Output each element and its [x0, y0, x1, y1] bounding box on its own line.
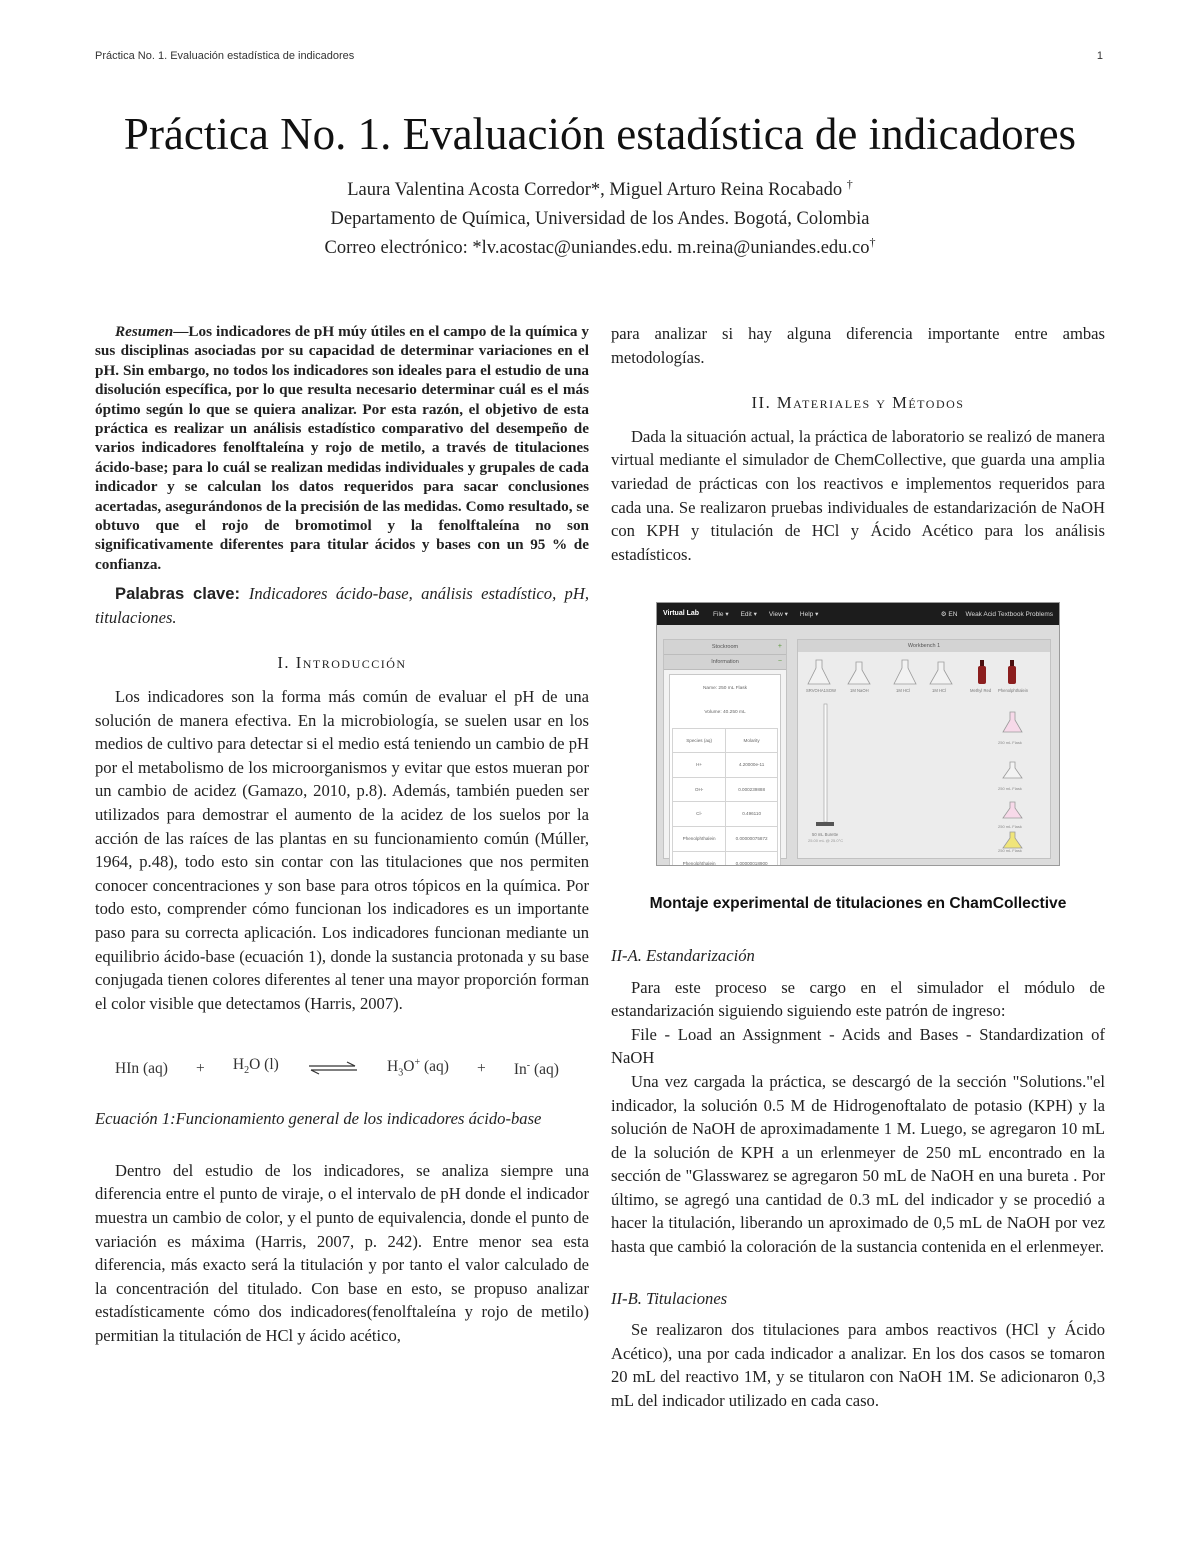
subsection-heading-estandarizacion: II-A. Estandarización	[611, 945, 755, 965]
flask-label: 250 mL Flask	[998, 848, 1022, 854]
equation-caption: Ecuación 1:Funcionamiento general de los indicadores ácido-base	[95, 1109, 542, 1129]
figure-1	[611, 602, 1105, 916]
sim-topbar	[657, 603, 1059, 625]
left-column	[95, 322, 589, 1348]
sim-workbench-drawing	[798, 652, 1050, 858]
methods-paragraph-1: Dada la situación actual, la práctica de laboratorio se realizó de manera virtual mediante el simulador de ChemCollective, que guarda una amplia variedad de prácticas con los reactivos e implementos requeridos para cada una. Se realizaron pruebas individuales de estandarización de NaOH con KPH y titulación de HCl y Ácido Acético para los análisis estadísticos.	[611, 426, 1105, 564]
author-mark: †	[846, 176, 853, 191]
subsection-heading-titulaciones: II-B. Titulaciones	[611, 1288, 728, 1308]
keywords: Palabras clave: Indicadores ácido-base, análisis estadístico, pH, titulaciones.	[95, 584, 589, 627]
running-title: Práctica No. 1. Evaluación estadística de indicadores	[95, 50, 355, 62]
sim-tab-information: Information −	[664, 655, 786, 670]
equilibrium-arrow-icon	[307, 1061, 359, 1075]
sim-workbench	[797, 639, 1051, 859]
authors-block	[0, 176, 1200, 263]
page-number: 1	[1096, 50, 1103, 62]
section-heading-materiales: II. Materiales y Métodos	[751, 393, 965, 413]
flask-label: 250 mL Flask	[998, 740, 1022, 746]
flask-label: 1M HCl	[896, 688, 910, 694]
equation-1	[115, 1051, 559, 1085]
table-row: Phenolphthalein 0.00000018900	[673, 851, 778, 866]
sim-tab-workbench: Workbench 1	[798, 640, 1050, 652]
email-line	[0, 234, 1200, 263]
figure-caption: Montaje experimental de titulaciones en ChamCollective	[649, 895, 1067, 913]
paper-title: Práctica No. 1. Evaluación estadística de indicadores	[123, 109, 1077, 159]
flask-label: Phenolphthalein	[998, 688, 1029, 694]
email-mark: †	[869, 234, 876, 249]
flask-label: 1M HCl	[932, 688, 946, 694]
sim-species-table	[672, 728, 778, 867]
abstract	[95, 322, 589, 574]
table-row: H+ 4.20000e-11	[673, 753, 778, 778]
sim-menu-help: Help ▾	[799, 610, 819, 618]
author-names	[0, 176, 1200, 205]
keywords-text: Indicadores ácido-base, análisis estadístico, pH, titulaciones.	[95, 584, 589, 627]
flask-label: SRVOHA1SOW	[806, 688, 836, 694]
eq-term-in: In- (aq)	[513, 1060, 559, 1079]
flask-label: Methyl Red	[970, 688, 992, 694]
sim-tab-stockroom: Stockroom +	[664, 640, 786, 655]
abstract-lead: Resumen	[115, 323, 174, 340]
sim-menu-file: File ▾	[713, 610, 729, 618]
flask-icon	[808, 660, 952, 684]
standardization-path: File - Load an Assignment - Acids and Bases - Standardization of NaOH	[611, 1024, 1105, 1068]
indicator-bottle-icon	[978, 660, 1016, 684]
sim-menu-view: View ▾	[768, 610, 788, 618]
sim-sidebar	[663, 639, 787, 866]
section-heading-introduccion: I. Introducción	[277, 653, 407, 673]
sim-logo: Virtual Lab	[663, 610, 700, 618]
sim-info-volume: Volume: 40.250 mL	[704, 709, 746, 715]
table-row: Cl- 0.496110	[673, 802, 778, 827]
titrations-paragraph-1: Se realizaron dos titulaciones para ambos reactivos (HCl y Ácido Acético), una por cada indicador a analizar. En los dos casos se tomaron 20 mL del reactivo 1M, y se titularon con NaOH 1M. Se adicionaron 0,3 mL del indicador utilizado en cada caso.	[611, 1320, 1105, 1411]
table-row: OH- 0.000239888	[673, 777, 778, 802]
eq-term-water: $H_2O$ (l)	[232, 1056, 279, 1077]
simulator-screenshot	[656, 602, 1060, 866]
intro-paragraph-continued: para analizar si hay alguna diferencia importante entre ambas metodologías.	[611, 324, 1105, 367]
running-header	[95, 50, 1103, 62]
abstract-text: —Los indicadores de pH múy útiles en el campo de la química y sus disciplinas asociadas por su capacidad de determinar variaciones en el pH. Sin embargo, no todos los indicadores son ideales para el estudio de una disolución específica, por lo que resulta necesario determinar cuál es el más óptimo según lo que se quiera analizar. Por esta razón, el objetivo de esta práctica es realizar un análisis estadístico comparativo del desempeño de varios indicadores fenolftaleína y rojo de metilo, a través de titulaciones ácido-base; para lo cuál se realizan medidas individuales y grupales de cada indicador y se calculan los datos requeridos para sacar conclusiones acertadas, asegurándonos de la precisión de las medidas. Como resultado, se obtuvo que el rojo de bromotimol y la fenolftaleína no son significativamente diferentes para titular ácidos y bases con un 95 % de confianza.	[95, 323, 589, 573]
eq-term-hin: HIn (aq)	[115, 1059, 168, 1077]
flask-label: 250 mL Flask	[998, 824, 1022, 830]
right-column	[611, 322, 1105, 1413]
intro-paragraph-2: Dentro del estudio de los indicadores, se analiza siempre una diferencia entre el punto de viraje, o el intervalo de pH donde el indicador muestra un cambio de color, y el punto de equivalencia, donde el punto de variación es máxima (Harris, 2007, p. 242). Entre menor sea esta diferencia, más exacto será la titulación y por tanto el valor calculado de la concentración del titulado. Con base en esto, se propuso analizar estadísticamente cómo dos indicadores(fenolftaleína y rojo de metilo) permitian la titulación de HCl y ácido acético,	[95, 1160, 589, 1345]
flask-label: 1M NaOH	[850, 688, 869, 694]
standardization-paragraph-1: Para este proceso se cargo en el simulador el módulo de estandarización siguiendo siguiendo este patrón de ingreso:	[611, 977, 1105, 1021]
eq-term-hydronium: $H_3O^+$ (aq)	[387, 1057, 449, 1079]
affiliation: Departamento de Química, Universidad de los Andes. Bogotá, Colombia	[330, 209, 870, 229]
keywords-label: Palabras clave	[115, 584, 235, 604]
table-row: Phenolphthalein 0.00000075872	[673, 826, 778, 851]
eq-plus-2: +	[477, 1059, 486, 1077]
intro-paragraph-1: Los indicadores son la forma más común de evaluar el pH de una solución de manera efectiva. En la microbiología, se suelen usar en los medios de cultivo para detectar si el medio está teniendo un cambio de pH por el metabolismo de los microorganismos y evitar que estos mueran por un cambio de acidez (Gamazo, 2010, p.8). Además, también pueden ser utilizados para demostrar el aumento de la acidez de los suelos por la acción de las raíces de las plantas en su funcionamiento común (Múller, 1964, p.48), todo esto sin contar con las titulaciones que nos permiten conocer concentraciones y son base para otros tópicos en la química. Por todo esto, comprender cómo funcionan los indicadores es un importante paso para su correcta aplicación. Los indicadores funcionan mediante un equilibrio ácido-base (ecuación 1), donde la sustancia protonada y su base conjugada tienen colores diferentes al tener una mayor proporción forman el color visible que detectamos (Harris, 2007).	[95, 687, 589, 1013]
sim-problem-title: Weak Acid Textbook Problems	[965, 610, 1053, 618]
eq-plus-1: +	[196, 1059, 205, 1077]
sim-info-box	[669, 674, 781, 866]
table-header: Species (aq) Molarity	[673, 728, 778, 753]
minus-icon: −	[777, 658, 782, 666]
burette-icon	[816, 704, 834, 826]
email-text: Correo electrónico: *lv.acostac@uniandes.edu. m.reina@uniandes.edu.co	[324, 238, 870, 258]
flask-label: 250 mL Flask	[998, 786, 1022, 792]
plus-icon: +	[777, 643, 782, 651]
burette-label: 50 mL Burette	[812, 832, 839, 838]
standardization-paragraph-2: Una vez cargada la práctica, se descargó de la sección "Solutions."el indicador, la solución 0.5 M de Hidrogenoftalato de potasio (KPH) y la solución de NaOH de aproximadamente 1 M. Luego, se agregaron 10 mL de la solución de KPH a un erlenmeyer de 250 mL encontrado en la sección de "Glasswarez se agregaron 50 mL de NaOH en una bureta . Por último, se agregó una cantidad de 0.3 mL del indicador y se procedió a hacer la titulación, liberando un aproximado de 0,5 mL de NaOH por vez hasta que cambió la coloración de la sustancia contenida en el erlenmeyer.	[611, 1071, 1105, 1257]
burette-value: 25.00 mL @ 25.0°C	[808, 838, 844, 844]
sim-info-name: Name: 250 mL Flask	[702, 686, 748, 692]
author-names-text: Laura Valentina Acosta Corredor*, Miguel Arturo Reina Rocabado	[347, 180, 843, 200]
sim-menu-edit: Edit ▾	[740, 610, 757, 618]
sim-lang: ⚙ EN	[940, 610, 958, 618]
